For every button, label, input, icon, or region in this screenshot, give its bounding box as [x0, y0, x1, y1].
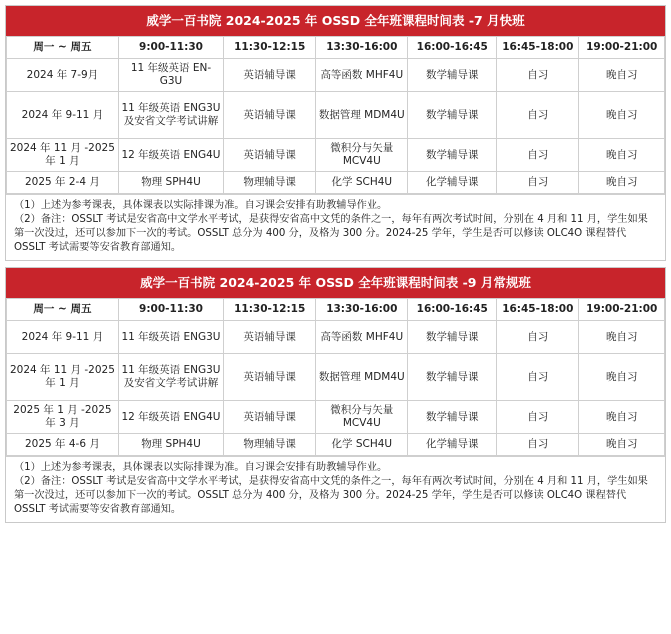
table-cell: 英语辅导课: [224, 59, 316, 92]
table-cell: 微积分与矢量 MCV4U: [316, 139, 408, 172]
header-cell: 周一 ~ 周五: [7, 37, 119, 59]
section-title: 威学一百书院 2024-2025 年 OSSD 全年班课程时间表 -9 月常规班: [6, 268, 665, 298]
table-cell: 自习: [497, 139, 579, 172]
table-cell: 晚自习: [579, 59, 665, 92]
table-row: [7, 59, 665, 92]
table-cell: 英语辅导课: [224, 354, 316, 401]
table-cell: 11 年级英语 ENG3U: [118, 321, 223, 354]
table-cell: 化学 SCH4U: [316, 172, 408, 194]
table-cell: 晚自习: [579, 401, 665, 434]
table-row: [7, 434, 665, 456]
header-cell: 19:00-21:00: [579, 299, 665, 321]
table-cell: 2024 年 7-9月: [7, 59, 119, 92]
table-cell: 数学辅导课: [408, 59, 497, 92]
table-cell: 英语辅导课: [224, 92, 316, 139]
table-cell: 数学辅导课: [408, 139, 497, 172]
table-cell: 英语辅导课: [224, 401, 316, 434]
table-cell: 化学辅导课: [408, 434, 497, 456]
table-cell: 数学辅导课: [408, 321, 497, 354]
header-cell: 11:30-12:15: [224, 299, 316, 321]
table-cell: 2025 年 2-4 月: [7, 172, 119, 194]
schedule-page: [5, 5, 666, 624]
table-cell: 物理 SPH4U: [118, 434, 223, 456]
schedule-table: [6, 36, 665, 194]
table-cell: 物理辅导课: [224, 172, 316, 194]
table-cell: 数学辅导课: [408, 354, 497, 401]
table-cell: 物理 SPH4U: [118, 172, 223, 194]
table-cell: 11 年级英语 EN-G3U: [118, 59, 223, 92]
table-row: [7, 172, 665, 194]
table-cell: 11 年级英语 ENG3U 及安省文学考试讲解: [118, 354, 223, 401]
table-cell: 自习: [497, 321, 579, 354]
header-cell: 9:00-11:30: [118, 299, 223, 321]
table-cell: 晚自习: [579, 354, 665, 401]
table-cell: 12 年级英语 ENG4U: [118, 401, 223, 434]
table-cell: 2024 年 11 月 -2025 年 1 月: [7, 139, 119, 172]
table-cell: 晚自习: [579, 434, 665, 456]
header-cell: 16:45-18:00: [497, 37, 579, 59]
table-cell: 化学 SCH4U: [316, 434, 408, 456]
header-cell: 9:00-11:30: [118, 37, 223, 59]
table-row: [7, 139, 665, 172]
table-row: [7, 354, 665, 401]
header-cell: 13:30-16:00: [316, 37, 408, 59]
schedule-table: [6, 298, 665, 456]
note-line: （2）备注：OSSLT 考试是安省高中文学水平考试，是获得安省高中文凭的条件之一，每年有两次考试时间，分别在 4 月和 11 月，学生如果第一次没过，还可以参加下一次的考试。OSSLT 总分为 400 分，及格为 300 分。2024-25 学年，学生是否可以修读 OLC4O 课程替代 OSSLT 考试需要等安省教育部通知。: [14, 476, 648, 515]
table-cell: 化学辅导课: [408, 172, 497, 194]
table-cell: 微积分与矢量 MCV4U: [316, 401, 408, 434]
table-cell: 11 年级英语 ENG3U 及安省文学考试讲解: [118, 92, 223, 139]
table-cell: 2025 年 4-6 月: [7, 434, 119, 456]
header-cell: 周一 ~ 周五: [7, 299, 119, 321]
notes-block: [6, 194, 665, 260]
header-cell: 11:30-12:15: [224, 37, 316, 59]
table-cell: 自习: [497, 172, 579, 194]
section-title: 威学一百书院 2024-2025 年 OSSD 全年班课程时间表 -7 月快班: [6, 6, 665, 36]
header-cell: 16:00-16:45: [408, 37, 497, 59]
table-cell: 英语辅导课: [224, 139, 316, 172]
table-cell: 2024 年 9-11 月: [7, 92, 119, 139]
table-cell: 高等函数 MHF4U: [316, 321, 408, 354]
table-cell: 晚自习: [579, 139, 665, 172]
header-cell: 13:30-16:00: [316, 299, 408, 321]
table-cell: 数据管理 MDM4U: [316, 354, 408, 401]
notes-block: [6, 456, 665, 522]
table-cell: 晚自习: [579, 321, 665, 354]
table-cell: 英语辅导课: [224, 321, 316, 354]
table-cell: 数学辅导课: [408, 92, 497, 139]
header-cell: 19:00-21:00: [579, 37, 665, 59]
table-cell: 物理辅导课: [224, 434, 316, 456]
table-cell: 2025 年 1 月 -2025 年 3 月: [7, 401, 119, 434]
header-cell: 16:00-16:45: [408, 299, 497, 321]
note-line: （1）上述为参考课表，具体课表以实际排课为准。自习课会安排有助教辅导作业。: [14, 200, 388, 211]
note-line: （1）上述为参考课表，具体课表以实际排课为准。自习课会安排有助教辅导作业。: [14, 462, 388, 473]
table-row: [7, 321, 665, 354]
note-line: （2）备注：OSSLT 考试是安省高中文学水平考试，是获得安省高中文凭的条件之一，每年有两次考试时间，分别在 4 月和 11 月，学生如果第一次没过，还可以参加下一次的考试。OSSLT 总分为 400 分，及格为 300 分。2024-25 学年，学生是否可以修读 OLC4O 课程替代 OSSLT 考试需要等安省教育部通知。: [14, 214, 648, 253]
table-cell: 晚自习: [579, 92, 665, 139]
table-cell: 自习: [497, 434, 579, 456]
table-cell: 晚自习: [579, 172, 665, 194]
schedule-section-september: [5, 267, 666, 523]
header-row: [7, 299, 665, 321]
table-cell: 自习: [497, 401, 579, 434]
table-cell: 12 年级英语 ENG4U: [118, 139, 223, 172]
table-cell: 数学辅导课: [408, 401, 497, 434]
table-cell: 2024 年 9-11 月: [7, 321, 119, 354]
header-row: [7, 37, 665, 59]
table-cell: 数据管理 MDM4U: [316, 92, 408, 139]
schedule-section-july: [5, 5, 666, 261]
table-row: [7, 92, 665, 139]
table-cell: 自习: [497, 59, 579, 92]
header-cell: 16:45-18:00: [497, 299, 579, 321]
table-cell: 2024 年 11 月 -2025 年 1 月: [7, 354, 119, 401]
table-row: [7, 401, 665, 434]
table-cell: 高等函数 MHF4U: [316, 59, 408, 92]
table-cell: 自习: [497, 354, 579, 401]
table-cell: 自习: [497, 92, 579, 139]
